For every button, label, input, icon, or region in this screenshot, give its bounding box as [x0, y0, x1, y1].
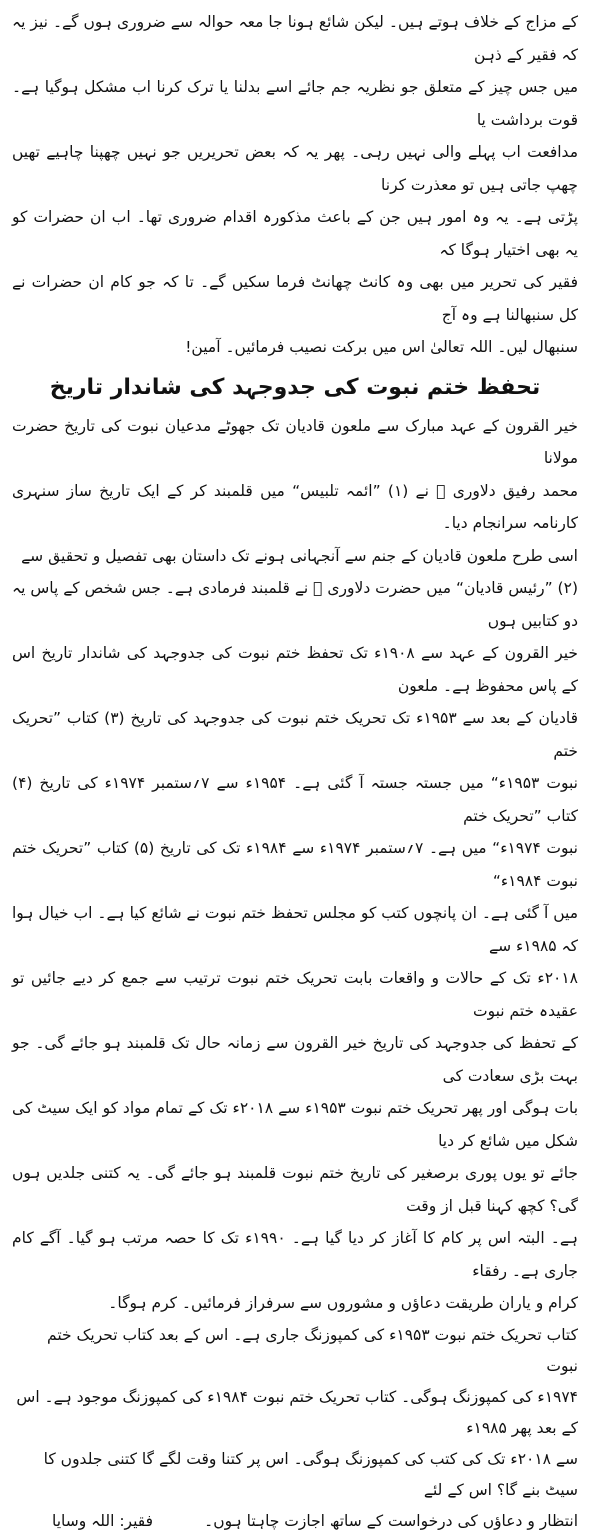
text-line: ۱۹۷۴ء کی کمپوزنگ ہوگی۔ کتاب تحریک ختم نبوت ۱۹۸۴ء کی کمپوزنگ موجود ہے۔ اس کے بعد پھر ۱۹۸۵ء — [16, 1387, 578, 1437]
text-line: میں آ گئی ہے۔ ان پانچوں کتب کو مجلس تحفظ ختم نبوت نے شائع کیا ہے۔ اب خیال ہوا کہ ۱۹۸۵ء سے — [12, 904, 578, 955]
text-line: مدافعت اب پہلے والی نہیں رہی۔ پھر یہ کہ بعض تحریریں جو نہیں چھپنا چاہیے تھیں چھپ جاتی ہیں تو معذرت کرنا — [12, 143, 578, 194]
text-line: محمد رفیق دلاوری ﷫ نے (۱) ”ائمہ تلبیس“ میں قلمبند کر کے ایک تاریخ ساز سنہری کارنامہ سرانجام دیا۔ — [12, 481, 578, 532]
text-line: (۲) ”رئیس قادیان“ میں حضرت دلاوری ﷫ نے قلمبند فرمادی ہے۔ جس شخص کے پاس یہ دو کتابیں ہوں — [12, 579, 578, 630]
history-paragraph — [12, 410, 578, 1320]
closing-paragraph — [12, 1320, 578, 1506]
section-heading: تحفظ ختم نبوت کی جدوجہد کی شاندار تاریخ — [49, 374, 541, 400]
text-line: اسی طرح ملعون قادیان کے جنم سے آنجہانی ہونے تک داستان بھی تفصیل و تحقیق سے — [21, 546, 578, 565]
text-line: سے ۲۰۱۸ء تک کی کتب کی کمپوزنگ ہوگی۔ اس پر کتنا وقت لگے گا کتنی جلدوں کا سیٹ بنے گا؟ اس کے لئے — [43, 1449, 578, 1499]
text-line: سنبھال لیں۔ اللہ تعالیٰ اس میں برکت نصیب فرمائیں۔ آمین! — [185, 338, 578, 356]
text-line: بات ہوگی اور پھر تحریک ختم نبوت ۱۹۵۳ء سے ۲۰۱۸ء تک کے تمام مواد کو ایک سیٹ کی شکل میں شائع کر دیا — [12, 1099, 579, 1150]
text-line: کے مزاج کے خلاف ہوتے ہیں۔ لیکن شائع ہونا جا معہ حوالہ سے ضروری ہوں گے۔ نیز یہ کہ فقیر کے ذہن — [12, 13, 578, 64]
text-line: کے تحفظ کی جدوجہد کی تاریخ خیر القرون سے زمانہ حال تک قلمبند ہو جائے گی۔ جو بہت بڑی سعادت کی — [12, 1034, 578, 1085]
text-line: کرام و یاران طریقت دعاؤں و مشوروں سے سرفراز فرمائیں۔ کرم ہوگا۔ — [108, 1294, 578, 1312]
closing-request: انتظار و دعاؤں کی درخواست کے ساتھ اجازت چاہتا ہوں۔ — [204, 1511, 578, 1530]
text-line: ہے۔ البتہ اس پر کام کا آغاز کر دیا گیا ہے۔ ۱۹۹۰ء تک کا حصہ مرتب ہو گیا۔ آگے کام جاری ہے۔ رفقاء — [12, 1229, 578, 1280]
text-line: پڑتی ہے۔ یہ وہ امور ہیں جن کے باعث مذکورہ اقدام ضروری تھا۔ اب ان حضرات کو یہ بھی اختیار ہوگا کہ — [12, 208, 578, 259]
intro-paragraph — [12, 6, 578, 364]
closing-row — [12, 1506, 578, 1536]
text-line: ۲۰۱۸ء تک کے حالات و واقعات بابت تحریک ختم نبوت ترتیب سے جمع کر دیے جائیں تو عقیدہ ختم نبوت — [12, 969, 578, 1020]
text-line: خیر القرون کے عہد مبارک سے ملعون قادیان تک جھوٹے مدعیان نبوت کی تاریخ حضرت مولانا — [12, 416, 578, 467]
text-line: قادیان کے بعد سے ۱۹۵۳ء تک تحریک ختم نبوت کی جدوجہد کی تاریخ (۳) کتاب ”تحریک ختم — [12, 709, 578, 760]
text-line: نبوت ۱۹۷۴ء“ میں ہے۔ ۷؍ستمبر ۱۹۷۴ء سے ۱۹۸۴ء تک کی تاریخ (۵) کتاب ”تحریک ختم نبوت ۱۹۸۴ء“ — [12, 839, 578, 890]
text-line: فقیر کی تحریر میں بھی وہ کانٹ چھانٹ فرما سکیں گے۔ تا کہ جو کام ان حضرات نے کل سنبھالنا ہے وہ آج — [12, 273, 578, 324]
author-signature: فقیر: اللہ وسایا — [52, 1511, 154, 1530]
text-line: کتاب تحریک ختم نبوت ۱۹۵۳ء کی کمپوزنگ جاری ہے۔ اس کے بعد کتاب تحریک ختم نبوت — [47, 1325, 578, 1375]
text-line: میں جس چیز کے متعلق جو نظریہ جم جائے اسے بدلنا یا ترک کرنا اب مشکل ہوگیا ہے۔ قوت برداشت یا — [12, 78, 578, 129]
text-line: نبوت ۱۹۵۳ء“ میں جستہ جستہ آ گئی ہے۔ ۱۹۵۴ء سے ۷؍ستمبر ۱۹۷۴ء کی تاریخ (۴) کتاب ”تحریک ختم — [12, 774, 578, 825]
text-line: جائے تو یوں پوری برصغیر کی تاریخ ختم نبوت قلمبند ہو جائے گی۔ یہ کتنی جلدیں ہوں گی؟ کچھ کہنا قبل از وقت — [12, 1164, 578, 1215]
text-line: خیر القرون کے عہد سے ۱۹۰۸ء تک تحفظ ختم نبوت کی جدوجہد کی شاندار تاریخ اس کے پاس محفوظ ہے۔ ملعون — [12, 644, 578, 695]
